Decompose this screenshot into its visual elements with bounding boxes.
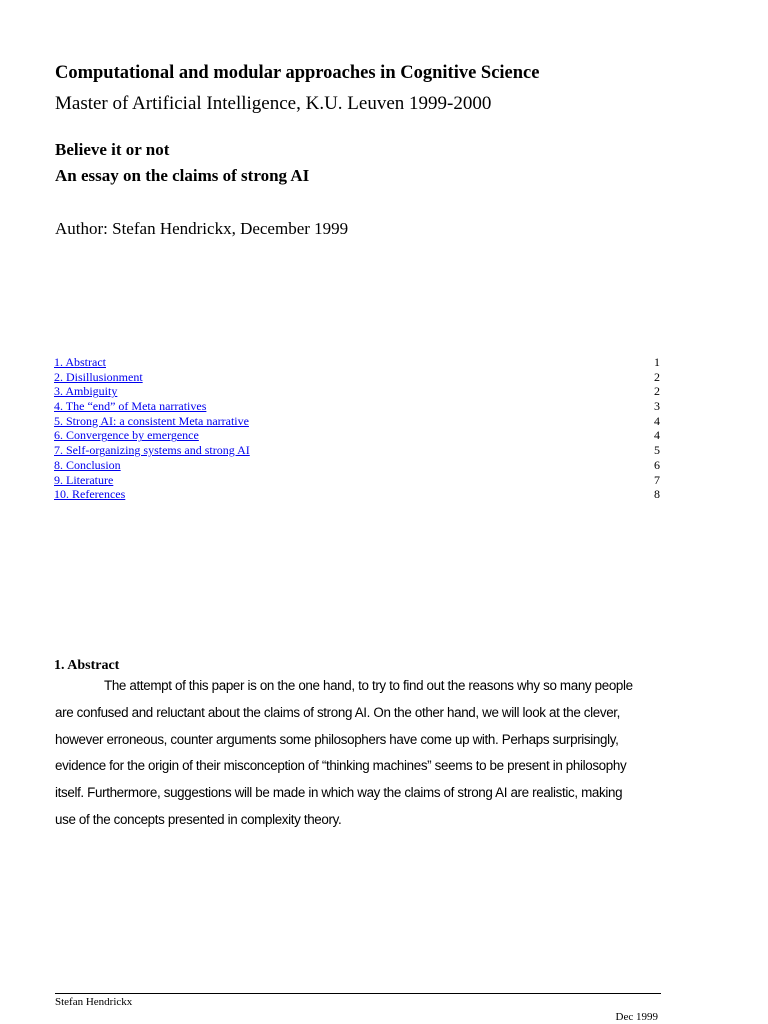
toc-entry [54,414,660,429]
toc-link-disillusionment[interactable]: 2. Disillusionment [54,369,143,384]
toc-page-number: 6 [654,457,660,472]
toc-entry [54,355,660,370]
abstract-line: are confused and reluctant about the claims of strong AI. On the other hand, we will look at the clever, [55,704,621,720]
toc-page-number: 1 [654,355,660,369]
abstract-line: itself. Furthermore, suggestions will be made in which way the claims of strong AI are realistic, making [55,785,623,801]
abstract-line: however erroneous, counter arguments some philosophers have come up with. Perhaps surprisingly, [55,731,619,747]
essay-title: Believe it or not [55,140,170,159]
toc-entry [54,487,660,502]
course-title: Computational and modular approaches in Cognitive Science [55,63,540,83]
toc-page-number: 4 [654,428,660,443]
abstract-line: use of the concepts presented in complexity theory. [55,811,342,827]
toc-entry [54,473,660,488]
table-of-contents [54,355,660,502]
abstract-heading: 1. Abstract [54,658,120,673]
toc-page-number: 5 [654,443,660,458]
toc-page-number: 4 [654,413,660,428]
footer-date: Dec 1999 [615,1011,658,1023]
toc-entry [54,384,660,399]
footer-author: Stefan Hendrickx [55,996,133,1008]
toc-page-number: 8 [654,487,660,502]
footer-divider [55,993,661,994]
toc-page-number: 2 [654,384,660,399]
toc-entry [54,443,660,458]
toc-page-number: 7 [654,472,660,487]
toc-link-abstract[interactable]: 1. Abstract [54,355,106,369]
toc-link-meta-narratives[interactable]: 4. The “end” of Meta narratives [54,399,207,414]
toc-link-self-organizing[interactable]: 7. Self-organizing systems and strong AI [54,443,250,458]
toc-entry [54,458,660,473]
toc-link-convergence[interactable]: 6. Convergence by emergence [54,428,199,443]
toc-link-references[interactable]: 10. References [54,487,126,502]
toc-link-conclusion[interactable]: 8. Conclusion [54,457,121,472]
program-line: Master of Artificial Intelligence, K.U. Leuven 1999-2000 [55,93,492,114]
abstract-line: The attempt of this paper is on the one hand, to try to find out the reasons why so many people [104,678,633,693]
essay-subtitle: An essay on the claims of strong AI [55,166,310,185]
toc-entry [54,428,660,443]
abstract-paragraph [55,673,703,834]
toc-link-strong-ai[interactable]: 5. Strong AI: a consistent Meta narrative [54,413,249,428]
toc-page-number: 2 [654,369,660,384]
author-line: Author: Stefan Hendrickx, December 1999 [55,219,349,238]
abstract-line: evidence for the origin of their misconception of “thinking machines” seems to be present in philosophy [55,758,627,774]
toc-link-ambiguity[interactable]: 3. Ambiguity [54,384,118,399]
toc-link-literature[interactable]: 9. Literature [54,472,114,487]
toc-entry [54,399,660,414]
toc-entry [54,370,660,385]
toc-page-number: 3 [654,399,660,414]
